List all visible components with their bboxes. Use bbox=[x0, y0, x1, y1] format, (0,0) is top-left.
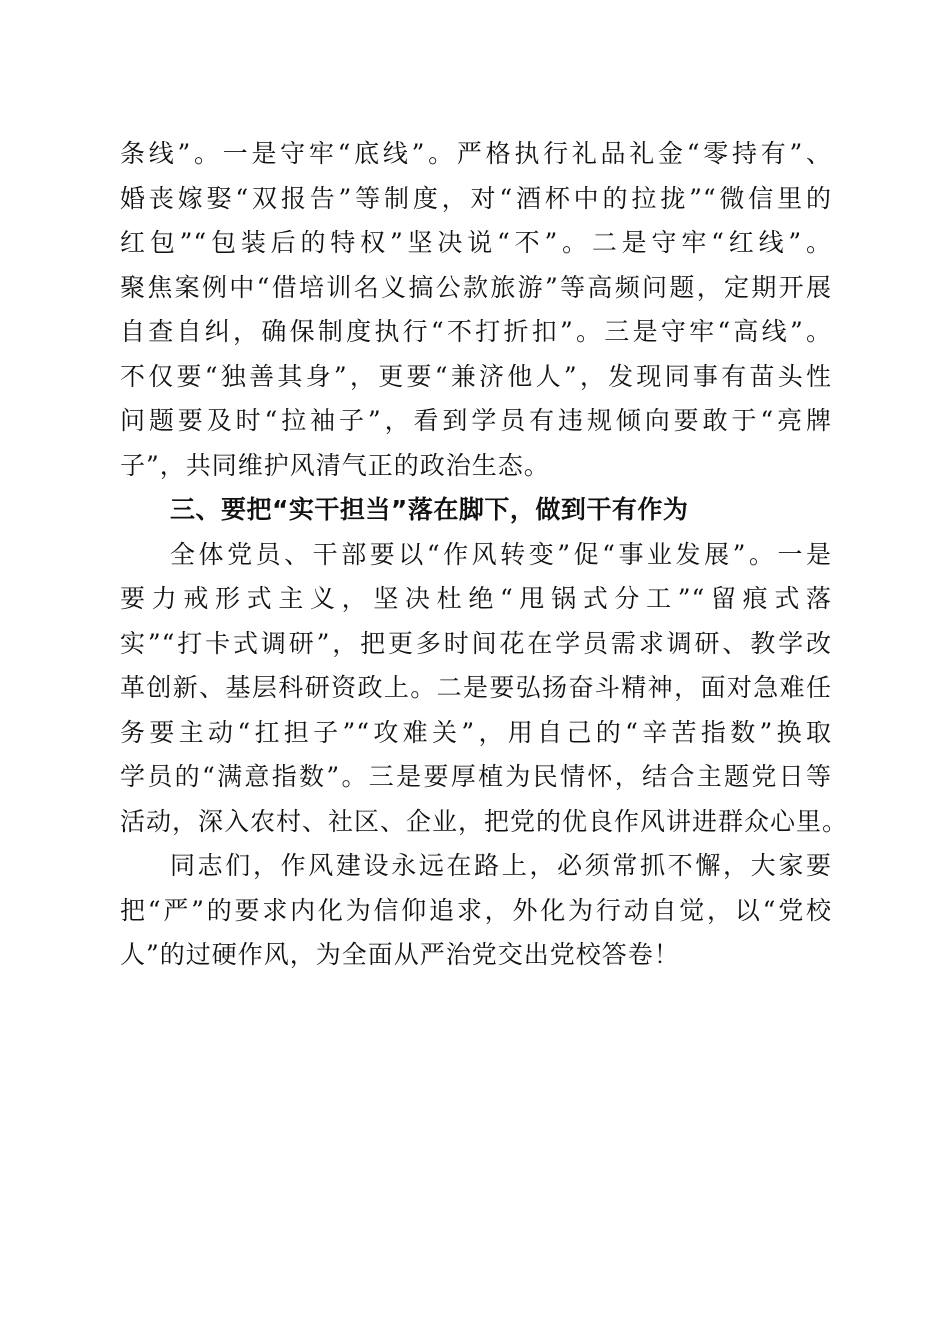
text-line: 聚焦案例中“借培训名义搞公款旅游”等高频问题，定期开展 bbox=[120, 272, 832, 302]
paragraph-practical-action bbox=[120, 533, 849, 845]
text-line: 子”，共同维护风清气正的政治生态。 bbox=[120, 450, 550, 480]
text-line: 人”的过硬作风，为全面从严治党交出党校答卷！ bbox=[120, 940, 680, 969]
text-line: 务要主动“扛担子”“攻难关”，用自己的“辛苦指数”换取 bbox=[120, 717, 832, 747]
paragraph-closing bbox=[120, 844, 832, 978]
text-line: 活动，深入农村、社区、企业，把党的优良作风讲进群众心里。 bbox=[120, 806, 849, 836]
text-line: 自查自纠，确保制度执行“不打折扣”。三是守牢“高线”。 bbox=[120, 317, 832, 346]
text-line: 婚丧嫁娶“双报告”等制度，对“酒杯中的拉拢”“微信里的 bbox=[120, 183, 832, 213]
text-line: 把“严”的要求内化为信仰追求，外化为行动自觉，以“党校 bbox=[120, 895, 832, 925]
document-body bbox=[120, 132, 849, 978]
text-line: 全体党员、干部要以“作风转变”促“事业发展”。一是 bbox=[170, 539, 832, 569]
text-line: 实”“打卡式调研”，把更多时间花在学员需求调研、教学改 bbox=[120, 628, 832, 658]
text-line: 不仅要“独善其身”，更要“兼济他人”，发现同事有苗头性 bbox=[120, 361, 832, 391]
text-line: 条线”。一是守牢“底线”。严格执行礼品礼金“零持有”、 bbox=[120, 139, 832, 168]
paragraph-bottom-lines bbox=[120, 132, 832, 488]
section-heading: 三、要把“实干担当”落在脚下，做到干有作为 bbox=[170, 495, 689, 524]
text-line: 问题要及时“拉袖子”，看到学员有违规倾向要敢于“亮牌 bbox=[120, 406, 832, 435]
text-line: 红包”“包装后的特权”坚决说“不”。二是守牢“红线”。 bbox=[120, 228, 832, 257]
text-line: 要力戒形式主义，坚决杜绝“甩锅式分工”“留痕式落 bbox=[120, 584, 832, 613]
text-line: 革创新、基层科研资政上。二是要弘扬奋斗精神，面对急难任 bbox=[120, 673, 832, 702]
text-line: 同志们，作风建设永远在路上，必须常抓不懈，大家要 bbox=[170, 851, 832, 880]
text-line: 学员的“满意指数”。三是要厚植为民情怀，结合主题党日等 bbox=[120, 762, 832, 791]
